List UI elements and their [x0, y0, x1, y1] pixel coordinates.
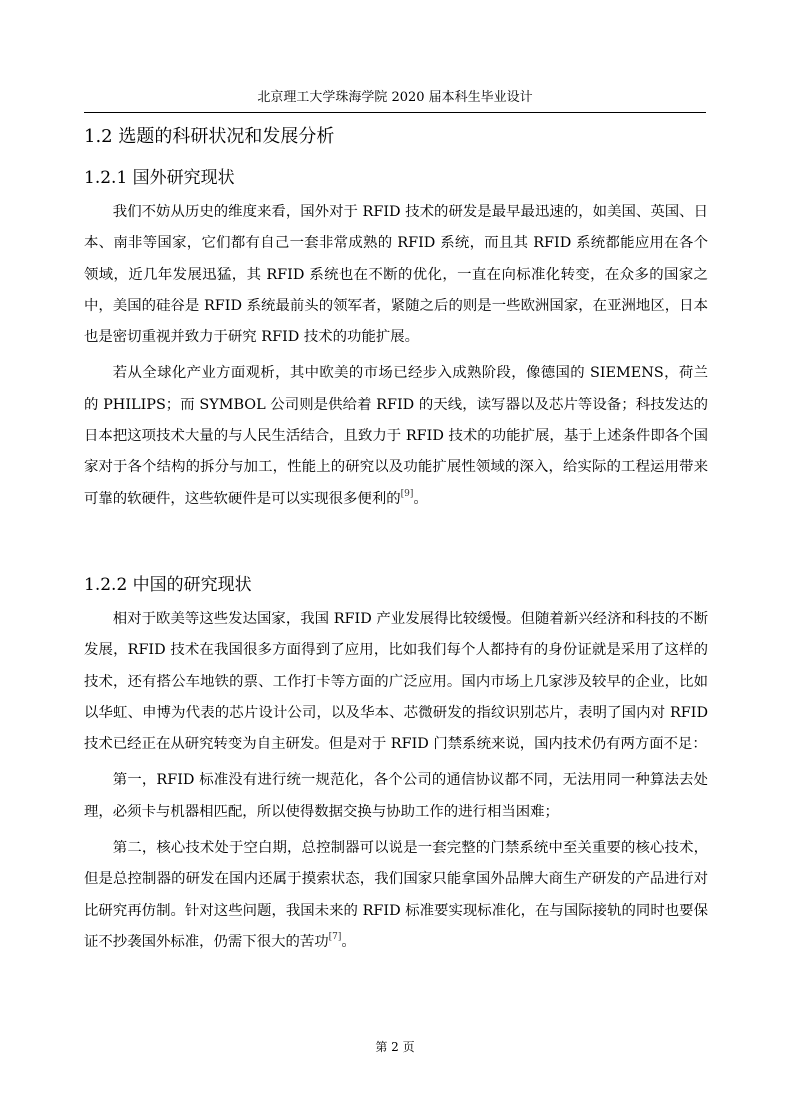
paragraph-text: 相对于欧美等这些发达国家，我国 RFID 产业发展得比较缓慢。但随着新兴经济和科技的不断发展，RFID 技术在我国很多方面得到了应用，比如我们每个人都持有的身份证就是采用了这样的技术，还有搭公车地铁的票、工作打卡等方面的广泛应用。国内市场上几家涉及较早的企业，比如以华虹、申博为代表的芯片设计公司，以及华本、芯微研发的指纹识别芯片，表明了国内对 RFID 技术已经正在从研究转变为自主研发。但是对于 RFID 门禁系统来说，国内技术仍有两方面不足：	[84, 610, 708, 753]
subsection-title-china: 1.2.2 中国的研究现状	[84, 574, 252, 595]
paragraph-china-3	[84, 833, 708, 958]
paragraph-text: 若从全球化产业方面观析，其中欧美的市场已经步入成熟阶段，像德国的 SIEMENS，荷兰的 PHILIPS；而 SYMBOL 公司则是供给着 RFID 的天线，读写器以及芯片等设备；科技发达的日本把这项技术大量的与人民生活结合，且致力于 RFID 技术的功能扩展，基于上述条件即各个国家对于各个结构的拆分与加工，性能上的研究以及功能扩展性领域的深入，给实际的工程运用带来可靠的软硬件，这些软硬件是可以实现很多便利的	[84, 365, 708, 507]
section-title: 1.2 选题的科研状况和发展分析	[84, 126, 335, 147]
paragraph-text: 第一，RFID 标准没有进行统一规范化，各个公司的通信协议都不同，无法用同一种算法去处理，必须卡与机器相匹配，所以使得数据交换与协助工作的进行相当困难；	[84, 772, 708, 820]
subsection-title-foreign: 1.2.1 国外研究现状	[84, 168, 235, 188]
paragraph-china-1	[84, 604, 708, 760]
page-content	[84, 120, 708, 958]
page-number: 第 2 页	[375, 1040, 415, 1054]
header-rule	[84, 112, 706, 113]
paragraph-foreign-2	[84, 358, 708, 514]
running-header: 北京理工大学珠海学院 2020 届本科生毕业设计	[257, 90, 533, 105]
paragraph-text: 我们不妨从历史的维度来看，国外对于 RFID 技术的研发是最早最迅速的，如美国、英国、日本、南非等国家，它们都有自己一套非常成熟的 RFID 系统，而且其 RFID 系统都能应用在各个领域，近几年发展迅猛，其 RFID 系统也在不断的优化，一直在向标准化转变，在众多的国家之中，美国的硅谷是 RFID 系统最前头的领军者，紧随之后的则是一些欧洲国家，在亚洲地区，日本也是密切重视并致力于研究 RFID 技术的功能扩展。	[84, 204, 708, 346]
citation-ref: [9]	[400, 488, 414, 499]
citation-ref: [7]	[328, 931, 342, 942]
paragraph-end: 。	[413, 490, 428, 507]
paragraph-foreign-1	[84, 197, 708, 353]
paragraph-china-2	[84, 765, 708, 828]
paragraph-text: 第二，核心技术处于空白期，总控制器可以说是一套完整的门禁系统中至关重要的核心技术，但是总控制器的研发在国内还属于摸索状态，我们国家只能拿国外品牌大商生产研发的产品进行对比研究再仿制。针对这些问题，我国未来的 RFID 标准要实现标准化，在与国际接轨的同时也要保证不抄袭国外标准，仍需下很大的苦功	[84, 840, 708, 950]
paragraph-end: 。	[341, 933, 356, 950]
